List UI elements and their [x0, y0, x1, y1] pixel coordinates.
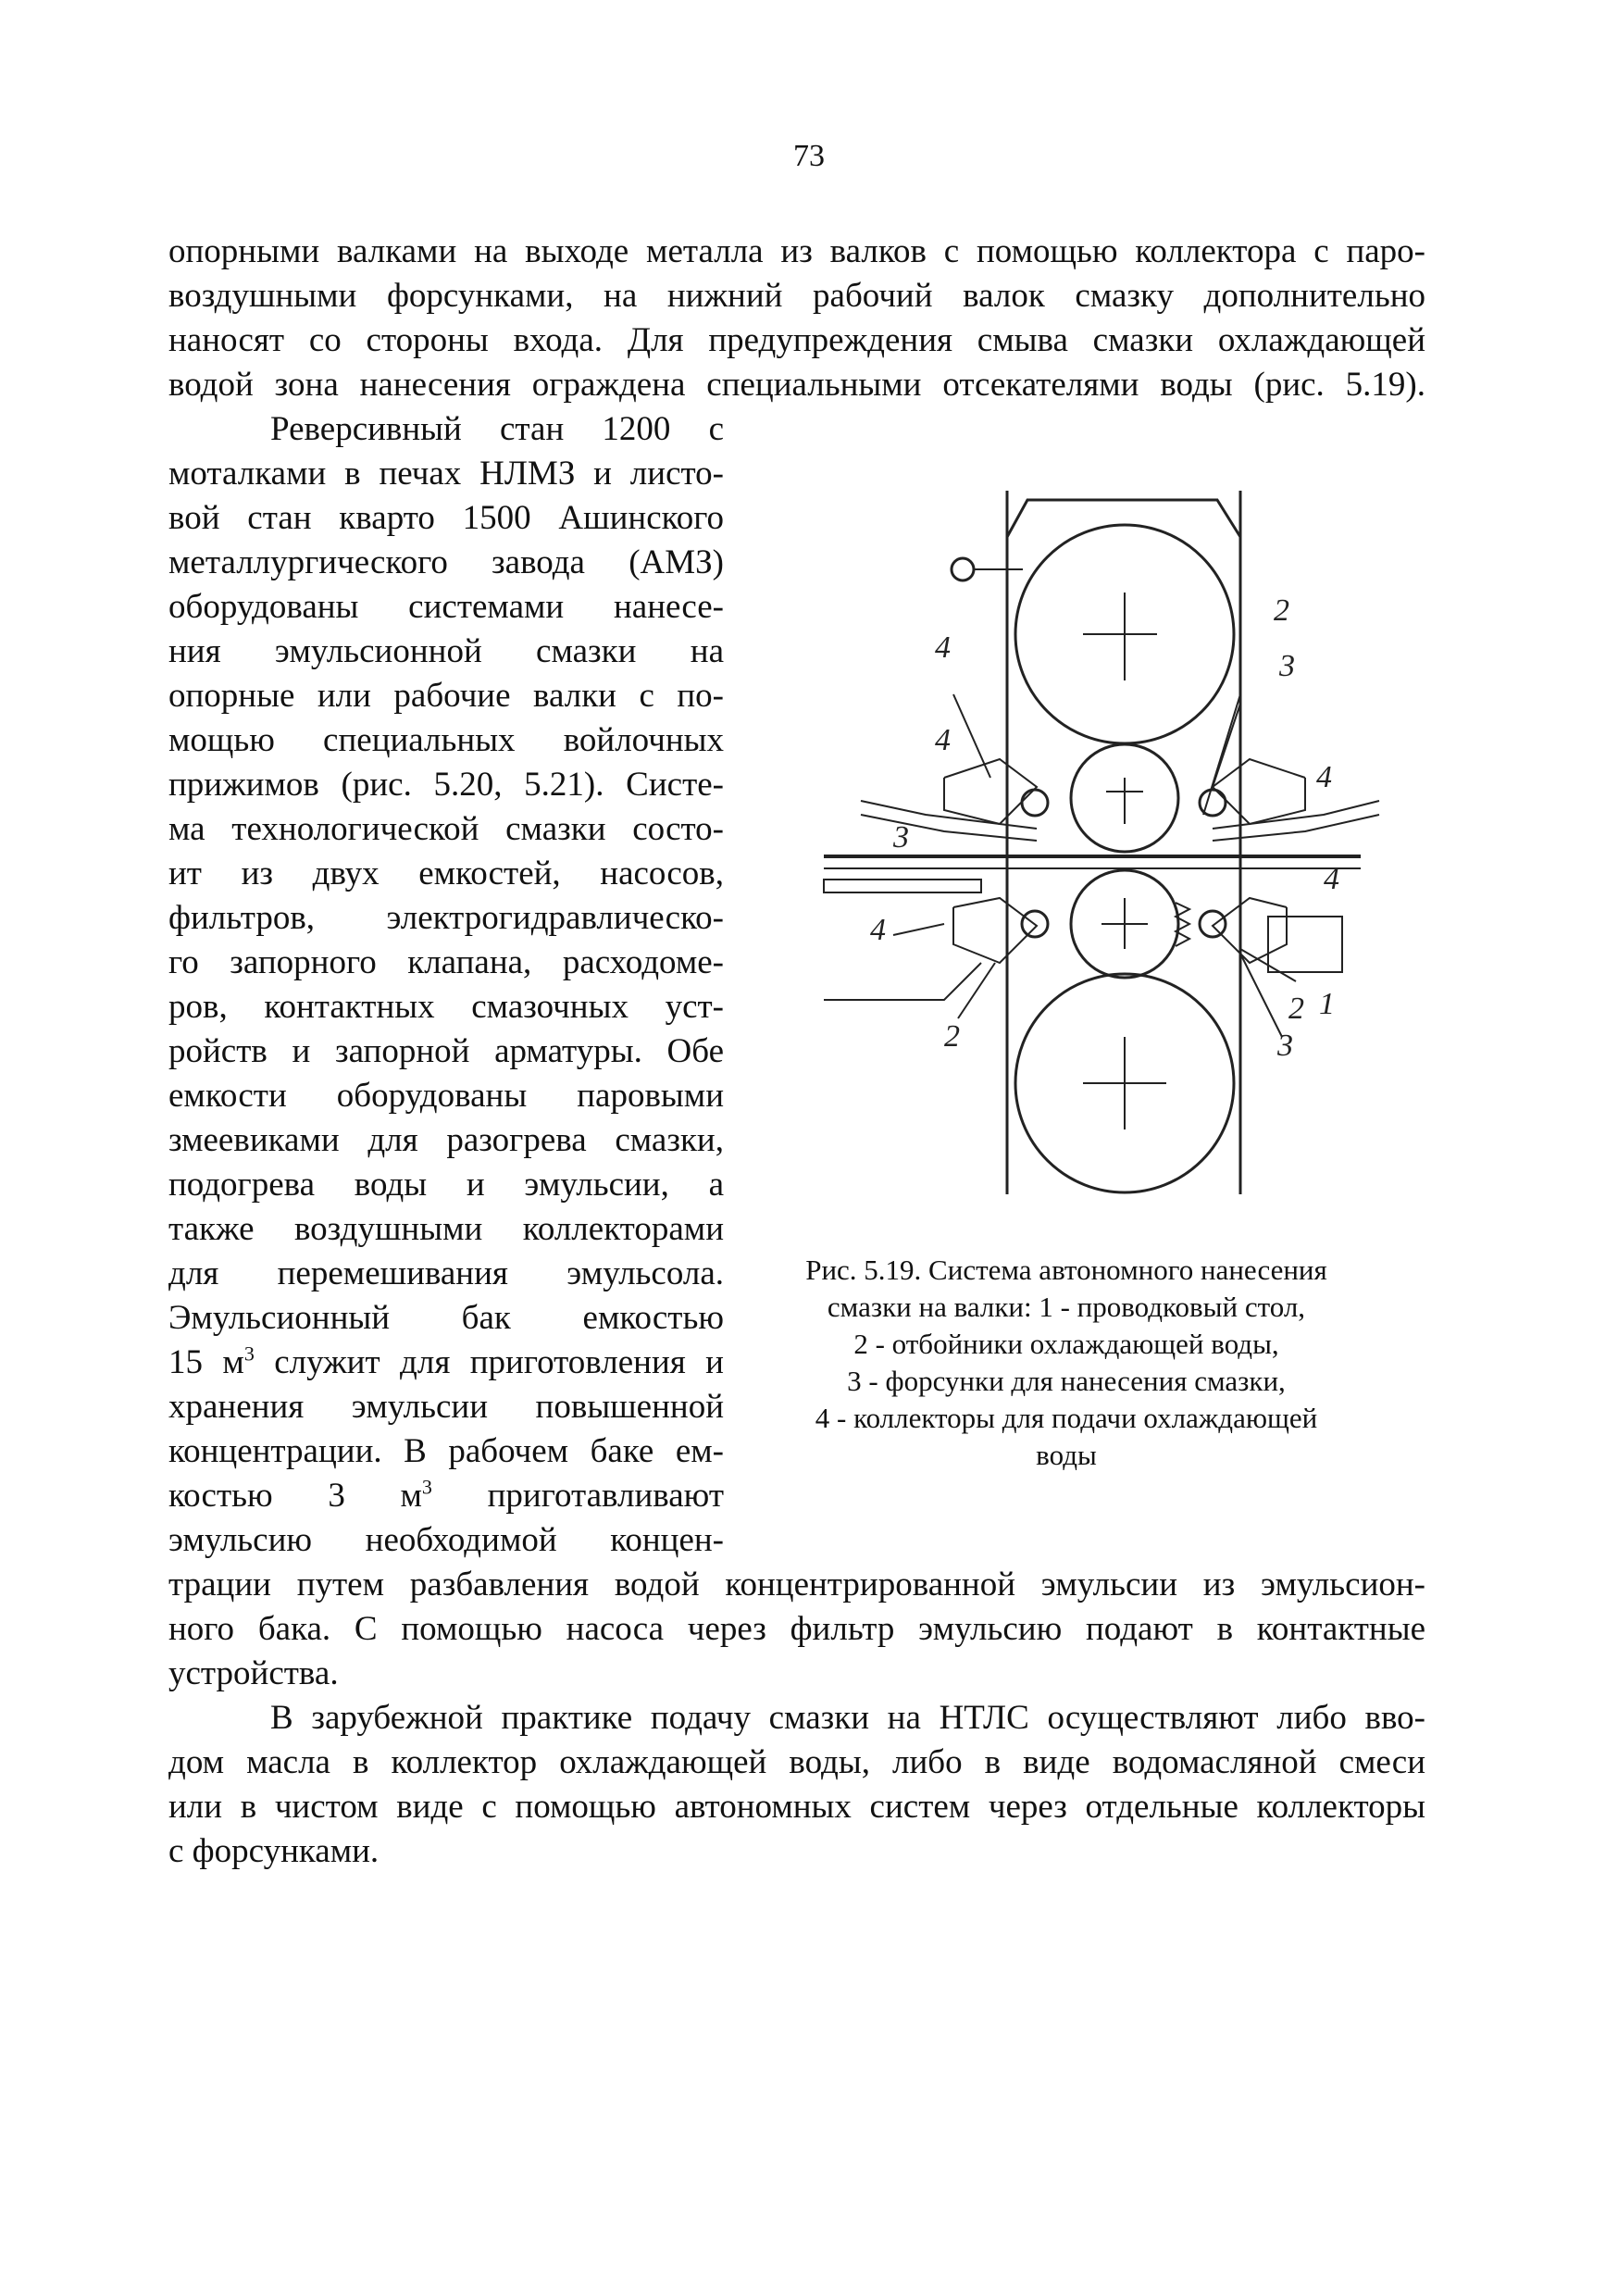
figure-caption: смазки на валки: 1 - проводковый стол, [827, 1291, 1306, 1323]
figure-label: 4 [1324, 862, 1339, 896]
figure-caption: Рис. 5.19. Система автономного нанесения [805, 1254, 1327, 1286]
text-line: устройства. [168, 1654, 339, 1692]
figure-label: 4 [870, 913, 886, 947]
text-line: дом масла в коллектор охлаждающей воды, либо в виде водомасляной смеси [168, 1743, 1425, 1781]
text-line: концентрации. В рабочем баке ем- [168, 1432, 724, 1470]
text-line: трации путем разбавления водой концентрированной эмульсии из эмульсион- [168, 1566, 1425, 1603]
text-line: опорными валками на выходе металла из валков с помощью коллектора с паро- [168, 232, 1425, 270]
guide-table-right [1268, 917, 1342, 972]
lower-collector-right [1200, 911, 1226, 937]
text-line: с форсунками. [168, 1832, 380, 1870]
text-line: ма технологической смазки состо- [168, 810, 724, 848]
figure-label: 3 [1277, 1029, 1293, 1063]
page-number: 73 [793, 139, 825, 173]
text-line: для перемешивания эмульсола. [168, 1254, 724, 1292]
figure-label: 2 [944, 1019, 960, 1054]
housing-cap [1007, 500, 1240, 537]
figure-label: 4 [1316, 760, 1332, 794]
text-line: ров, контактных смазочных уст- [168, 988, 724, 1026]
top-collector [952, 558, 974, 580]
text-line: В зарубежной практике подачу смазки на НТЛС осуществляют либо вво- [270, 1699, 1425, 1737]
text-line: водой зона нанесения ограждена специальными отсекателями воды (рис. 5.19). [168, 366, 1425, 404]
text-line: мощью специальных войлочных [168, 721, 724, 759]
figure-label: 3 [893, 820, 909, 855]
guide-table-left [824, 880, 981, 892]
figure-caption: 4 - коллекторы для подачи охлаждающей [815, 1402, 1318, 1434]
text-line: металлургического завода (АМЗ) [168, 543, 724, 581]
text-line: наносят со стороны входа. Для предупреждения смыва смазки охлаждающей [168, 321, 1425, 359]
text-line: Эмульсионный бак емкостью [168, 1299, 724, 1337]
text-line: также воздушными коллекторами [168, 1210, 724, 1248]
text-line: ного бака. С помощью насоса через фильтр эмульсию подают в контактные [168, 1610, 1425, 1648]
text-line: фильтров, электрогидравлическо- [168, 899, 724, 937]
mill-stand-diagram [805, 481, 1388, 1204]
upper-collector-left [1022, 790, 1048, 816]
text-line: ройств и запорной арматуры. Обе [168, 1032, 724, 1070]
figure-caption: 2 - отбойники охлаждающей воды, [853, 1328, 1279, 1360]
figure-label: 1 [1319, 987, 1335, 1021]
upper-bracket-right [1213, 759, 1305, 824]
text-line: Реверсивный стан 1200 с [270, 410, 724, 448]
text-line: подогрева воды и эмульсии, а [168, 1166, 724, 1204]
figure-label: 4 [935, 723, 951, 757]
text-line: 15 $м^3$ служит для приготовления и [168, 1341, 724, 1381]
text-line: ния эмульсионной смазки на [168, 632, 724, 670]
figure-label: 4 [935, 630, 951, 665]
text-line: го запорного клапана, расходоме- [168, 943, 724, 981]
text-line: емкости оборудованы паровыми [168, 1077, 724, 1115]
text-line: прижимов (рис. 5.20, 5.21). Систе- [168, 766, 724, 804]
text-line: воздушными форсунками, на нижний рабочий валок смазку дополнительно [168, 277, 1425, 315]
text-line: вой стан кварто 1500 Ашинского [168, 499, 724, 537]
figure-caption: воды [1036, 1439, 1097, 1471]
text-line: опорные или рабочие валки с по- [168, 677, 724, 715]
text-line: эмульсию необходимой концен- [168, 1521, 724, 1559]
upper-bracket-left [944, 759, 1037, 824]
text-line: или в чистом виде с помощью автономных систем через отдельные коллекторы [168, 1788, 1425, 1826]
text-line: змеевиками для разогрева смазки, [168, 1121, 724, 1159]
figure-label: 2 [1274, 593, 1289, 628]
text-line: хранения эмульсии повышенной [168, 1388, 724, 1426]
text-line: моталками в печах НЛМЗ и листо- [168, 455, 724, 493]
figure-label: 2 [1288, 992, 1304, 1026]
figure-caption: 3 - форсунки для нанесения смазки, [847, 1365, 1286, 1397]
text-line: костью 3 $м^3$ приготавливают [168, 1475, 724, 1515]
text-line: ит из двух емкостей, насосов, [168, 855, 724, 892]
text-line: оборудованы системами нанесе- [168, 588, 724, 626]
figure-label: 3 [1279, 649, 1295, 683]
